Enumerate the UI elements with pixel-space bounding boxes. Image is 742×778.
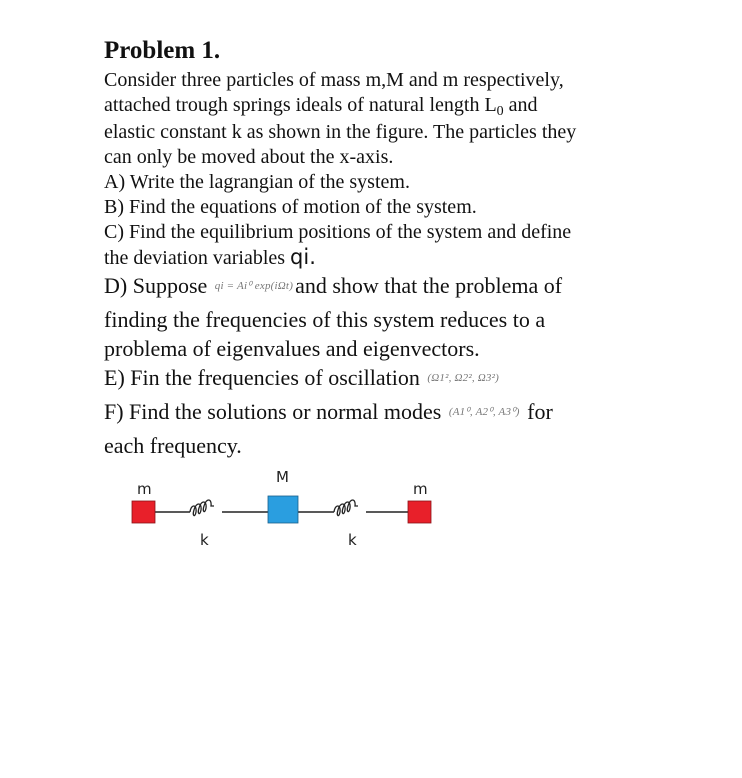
item-c-line-2: the deviation variables qi. [104, 245, 316, 269]
item-f-line-2: each frequency. [104, 433, 242, 458]
item-d-line-3: problema of eigenvalues and eigenvectors. [104, 336, 480, 361]
problem-title: Problem 1. [104, 37, 221, 64]
mass-left-label: m [137, 480, 152, 498]
mass-center [268, 496, 298, 523]
intro-line-3: elastic constant k as shown in the figure. The particles they [104, 121, 577, 143]
spring-right-icon [334, 500, 358, 516]
ansatz-formula: qi = Ai⁰ exp(iΩt) [214, 280, 294, 292]
mass-right [408, 501, 431, 523]
item-a: A) Write the lagrangian of the system. [104, 171, 410, 193]
intro-line-2: attached trough springs ideals of natural length $L_0$ and [104, 94, 538, 119]
intro-line-1: Consider three particles of mass m,M and m respectively, [104, 69, 564, 91]
spring-right-label: k [348, 531, 357, 549]
mass-left [132, 501, 155, 523]
spring-left-label: k [200, 531, 209, 549]
item-e: E) Fin the frequencies of oscillation (Ω1², Ω2², Ω3²) [104, 365, 499, 390]
normal-modes-formula: (A1⁰, A2⁰, A3⁰) [448, 406, 520, 418]
deviation-variable: qi. [290, 245, 316, 269]
frequencies-formula: (Ω1², Ω2², Ω3²) [427, 372, 499, 384]
item-b: B) Find the equations of motion of the system. [104, 196, 477, 218]
item-c-line-1: C) Find the equilibrium positions of the system and define [104, 221, 572, 243]
item-d-line-2: finding the frequencies of this system reduces to a [104, 307, 546, 332]
length-subscript: 0 [496, 104, 504, 119]
spring-left-icon [190, 500, 214, 516]
mass-right-label: m [413, 480, 428, 498]
item-f-line-1: F) Find the solutions or normal modes (A1⁰, A2⁰, A3⁰) for [104, 399, 553, 424]
item-d-line-1: D) Suppose qi = Ai⁰ exp(iΩt)and show that the problema of [104, 273, 563, 298]
intro-line-4: can only be moved about the x-axis. [104, 146, 394, 168]
mass-center-label: M [276, 468, 289, 486]
